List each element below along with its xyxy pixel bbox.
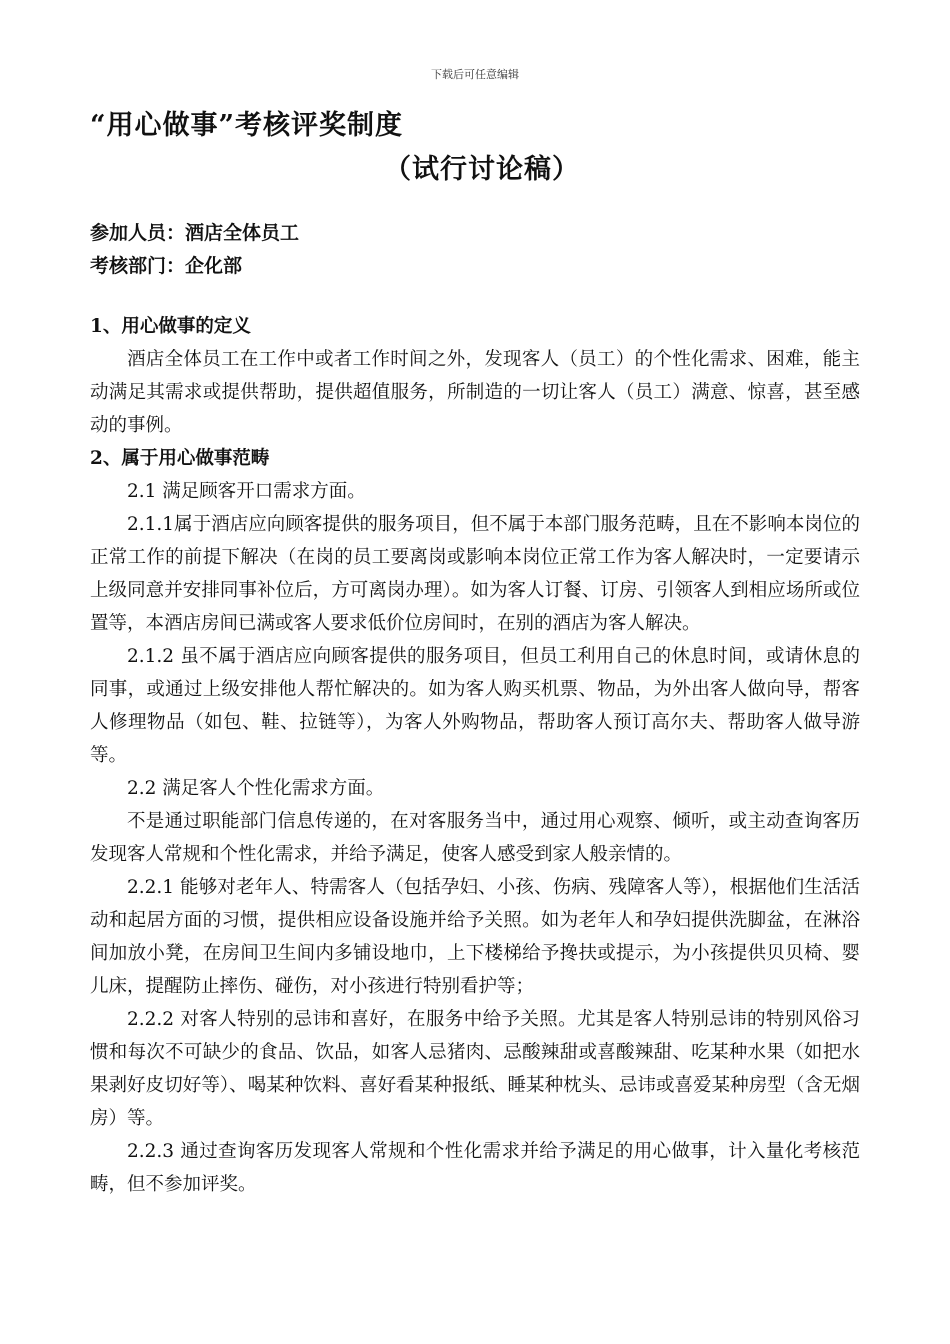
section-heading: 1、用心做事的定义 [90,316,251,337]
paragraph: 2.1.1属于酒店应向顾客提供的服务项目，但不属于本部门服务范畴，且在不影响本岗位的正常工作的前提下解决（在岗的员工要离岗或影响本岗位正常工作为客人解决时，一定要请示上级同意并安排同事补位后，方可离岗办理）。如为客人订餐、订房、引领客人到相应场所或位置等，本酒店房间已满或客人要求低价位房间时，在别的酒店为客人解决。 [90,514,860,634]
paragraph: 酒店全体员工在工作中或者工作时间之外，发现客人（员工）的个性化需求、困难，能主动满足其需求或提供帮助，提供超值服务，所制造的一切让客人（员工）满意、惊喜，甚至感动的事例。 [90,349,860,436]
participants-line: 参加人员：酒店全体员工 [90,222,300,244]
section-heading: 2、属于用心做事范畴 [90,448,270,469]
paragraph: 2.1.2 虽不属于酒店应向顾客提供的服务项目，但员工利用自己的休息时间，或请休息的同事，或通过上级安排他人帮忙解决的。如为客人购买机票、物品，为外出客人做向导，帮客人修理物品（如包、鞋、拉链等），为客人外购物品，帮助客人预订高尔夫、帮助客人做导游等。 [90,646,860,766]
document-title: “用心做事”考核评奖制度 [90,110,404,141]
department-line: 考核部门：企化部 [90,255,243,277]
document-subtitle: （试行讨论稿） [384,154,580,185]
paragraph: 2.1 满足顾客开口需求方面。 [127,481,366,502]
document-body [90,310,860,1201]
paragraph: 2.2 满足客人个性化需求方面。 [127,778,385,799]
paragraph: 2.2.2 对客人特别的忌讳和喜好，在服务中给予关照。尤其是客人特别忌讳的特别风俗习惯和每次不可缺少的食品、饮品，如客人忌猪肉、忌酸辣甜或喜酸辣甜、吃某种水果（如把水果剥好皮切好等）、喝某种饮料、喜好看某种报纸、睡某种枕头、忌讳或喜爱某种房型（含无烟房）等。 [90,1009,860,1129]
paragraph: 不是通过职能部门信息传递的，在对客服务当中，通过用心观察、倾听，或主动查询客历发现客人常规和个性化需求，并给予满足，使客人感受到家人般亲情的。 [90,811,860,865]
paragraph: 2.2.1 能够对老年人、特需客人（包括孕妇、小孩、伤病、残障客人等），根据他们生活活动和起居方面的习惯，提供相应设备设施并给予关照。如为老年人和孕妇提供洗脚盆，在淋浴间加放小凳，在房间卫生间内多铺设地巾，上下楼梯给予搀扶或提示，为小孩提供贝贝椅、婴儿床，提醒防止摔伤、碰伤，对小孩进行特别看护等； [90,877,860,997]
header-note: 下载后可任意编辑 [431,68,519,81]
paragraph: 2.2.3 通过查询客历发现客人常规和个性化需求并给予满足的用心做事，计入量化考核范畴，但不参加评奖。 [90,1141,860,1195]
